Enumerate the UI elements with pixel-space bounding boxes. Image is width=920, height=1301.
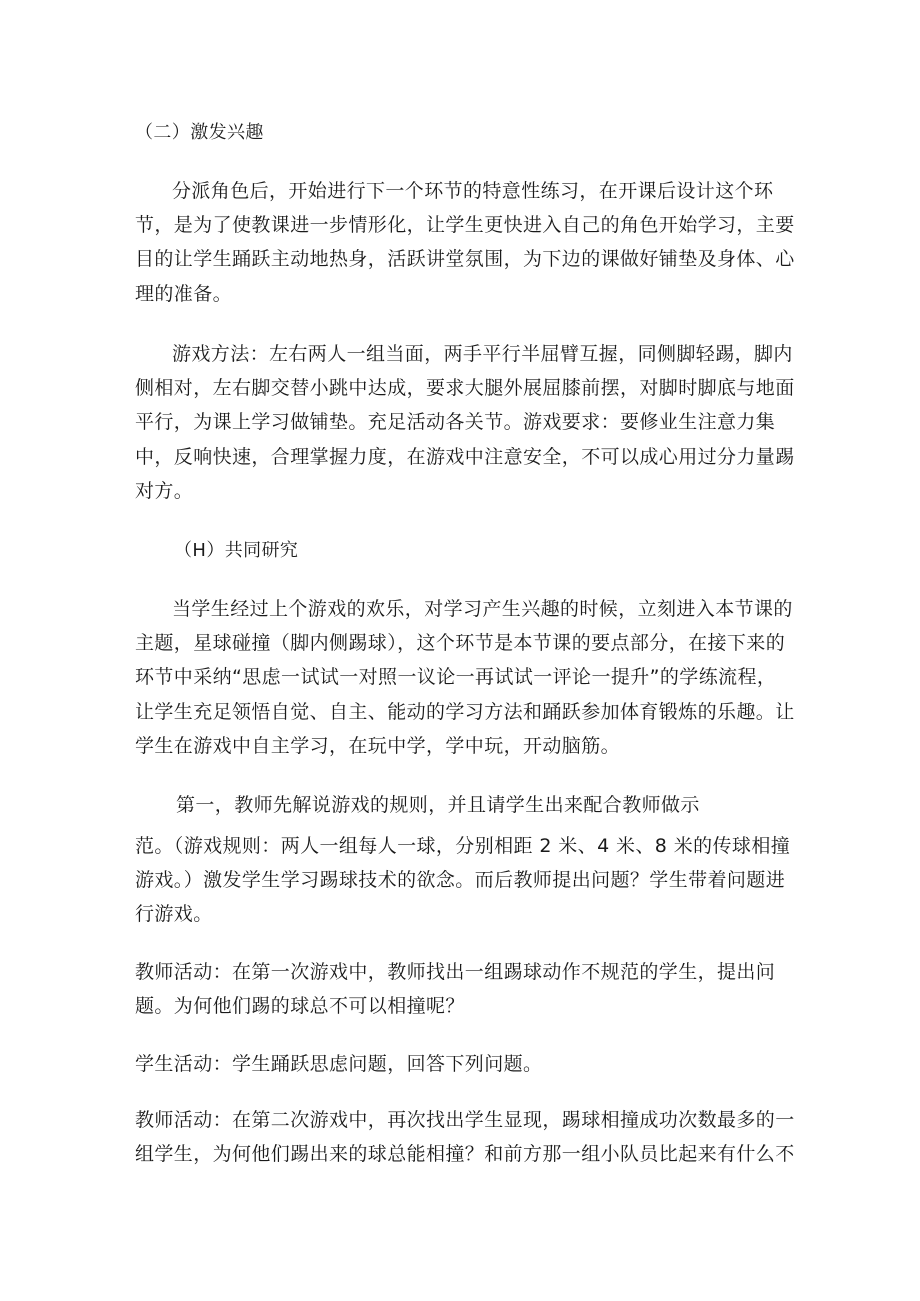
section-heading: （二）激发兴趣 [135, 122, 264, 143]
teacher-activity-line: 教师活动：在第二次游戏中，再次找出学生显现，踢球相撞成功次数最多的一 [135, 1109, 795, 1131]
paragraph-line: 第一，教师先解说游戏的规则，并且请学生出来配合教师做示 [176, 794, 700, 816]
paragraph-line: 范。（游戏规则：两人一组每人一球，分别相距 2 米、4 米、8 米的传球相撞 [135, 835, 791, 857]
paragraph-line: 理的准备。 [135, 283, 233, 305]
teacher-activity-line: 题。为何他们踢的球总不可以相撞呢？ [135, 995, 465, 1017]
paragraph-line: 行游戏。 [135, 903, 213, 925]
paragraph-line: 中，反响快速，合理掌握力度，在游戏中注意安全，不可以成心用过分力量踢 [135, 446, 795, 468]
paragraph-line: 主题，星球碰撞（脚内侧踢球），这个环节是本节课的要点部分，在接下来的 [135, 632, 786, 654]
paragraph-line: 学生在游戏中自主学习，在玩中学，学中玩，开动脑筋。 [135, 735, 621, 757]
paragraph-line: 让学生充足领悟自觉、自主、能动的学习方法和踊跃参加体育锻炼的乐趣。让 [135, 701, 795, 723]
paragraph-line: 目的让学生踊跃主动地热身，活跃讲堂氛围，为下边的课做好铺垫及身体、心 [135, 248, 795, 270]
paragraph-line: 游戏。）激发学生学习踢球技术的欲念。而后教师提出问题？学生带着问题进 [135, 869, 786, 891]
teacher-activity-line: 组学生，为何他们踢出来的球总能相撞？和前方那一组小队员比起来有什么不 [135, 1143, 795, 1165]
section-heading: （H）共同研究 [174, 540, 299, 561]
student-activity-line: 学生活动：学生踊跃思虑问题，回答下列问题。 [135, 1053, 543, 1075]
paragraph-line: 当学生经过上个游戏的欢乐，对学习产生兴趣的时候，立刻进入本节课的 [172, 598, 793, 620]
paragraph-line: 环节中采纳“思虑一试试一对照一议论一再试试一评论一提升”的学练流程， [135, 666, 777, 688]
paragraph-line: 平行，为课上学习做铺垫。充足活动各关节。游戏要求：要修业生注意力集 [135, 411, 776, 433]
paragraph-line: 分派角色后，开始进行下一个环节的特意性练习，在开课后设计这个环 [172, 180, 774, 202]
teacher-activity-line: 教师活动：在第一次游戏中，教师找出一组踢球动作不规范的学生，提出问 [135, 961, 776, 983]
paragraph-line: 侧相对，左右脚交替小跳中达成，要求大腿外展屈膝前摆，对脚时脚底与地面 [135, 377, 795, 399]
paragraph-line: 对方。 [135, 480, 194, 502]
paragraph-line: 节，是为了使教课进一步情形化，让学生更快进入自己的角色开始学习，主要 [135, 214, 795, 236]
paragraph-line: 游戏方法：左右两人一组当面，两手平行半屈臂互握，同侧脚轻踢，脚内 [172, 343, 793, 365]
